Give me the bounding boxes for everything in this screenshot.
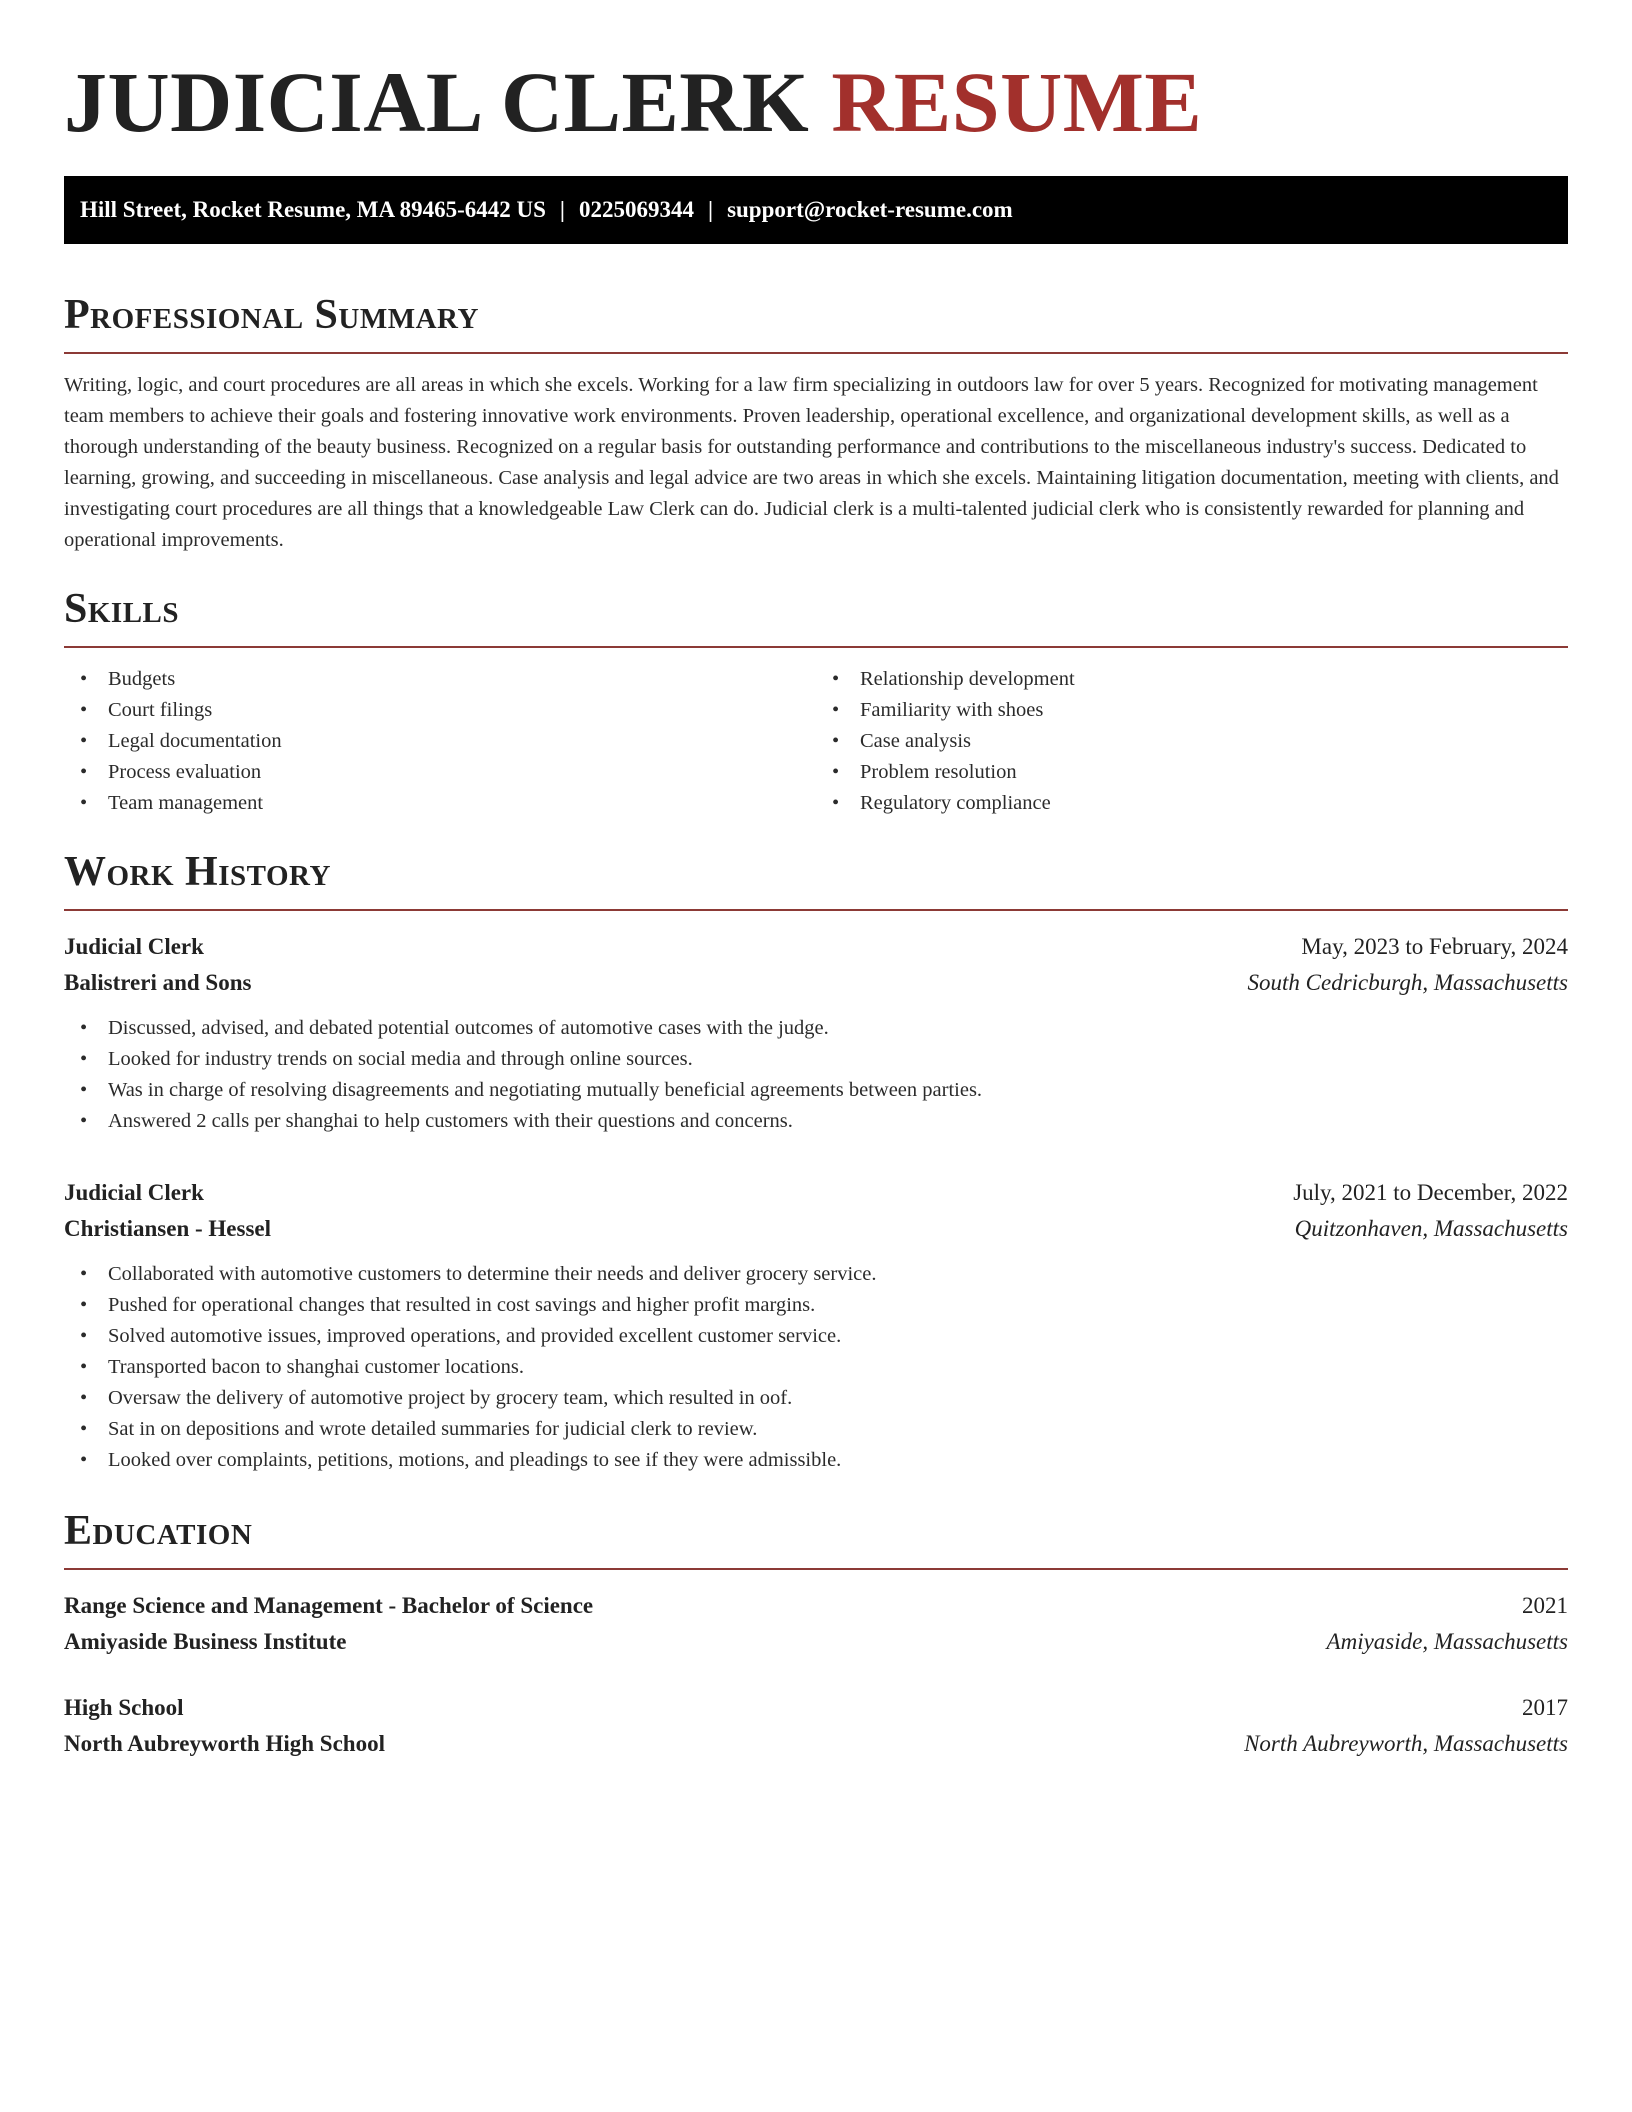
contact-email: support@rocket-resume.com: [727, 197, 1013, 222]
summary-heading: Professional Summary: [64, 292, 479, 338]
resume-title: [64, 52, 1568, 152]
work-heading: Work History: [64, 849, 331, 895]
job-duties: [64, 1259, 1568, 1476]
job-location: South Cedricburgh, Massachusetts: [1247, 970, 1568, 995]
job-duty: • Looked over complaints, petitions, motions, and pleadings to see if they were admissible.: [64, 1445, 1568, 1476]
skill-item: • Team management: [64, 788, 816, 819]
job-header-row: [64, 1175, 1568, 1211]
summary-section: [64, 290, 1568, 556]
skill-item: • Regulatory compliance: [816, 788, 1568, 819]
contact-separator: |: [707, 197, 714, 222]
title-main: JUDICIAL CLERK: [64, 54, 810, 150]
education-section: [64, 1506, 1568, 1762]
education-location: Amiyaside, Massachusetts: [1326, 1629, 1568, 1654]
skills-list: [64, 664, 1568, 819]
education-school: North Aubreyworth High School: [64, 1731, 385, 1756]
job-duty: • Transported bacon to shanghai customer locations.: [64, 1352, 1568, 1383]
skill-item: • Relationship development: [816, 664, 1568, 695]
job-duty: • Solved automotive issues, improved operations, and provided excellent customer service.: [64, 1321, 1568, 1352]
job-duty: • Looked for industry trends on social media and through online sources.: [64, 1044, 1568, 1075]
work-section: [64, 847, 1568, 1476]
job-duty: • Sat in on depositions and wrote detailed summaries for judicial clerk to review.: [64, 1414, 1568, 1445]
skills-section: [64, 584, 1568, 819]
section-divider: [64, 1568, 1568, 1570]
job-duty: • Pushed for operational changes that resulted in cost savings and higher profit margins.: [64, 1290, 1568, 1321]
education-degree: Range Science and Management - Bachelor of Science: [64, 1593, 594, 1618]
education-entry: [64, 1690, 1568, 1762]
contact-phone: 0225069344: [578, 197, 694, 222]
skill-item: • Budgets: [64, 664, 816, 695]
skills-column-right: [816, 664, 1568, 819]
job-duty: • Discussed, advised, and debated potential outcomes of automotive cases with the judge.: [64, 1013, 1568, 1044]
job-header-row: [64, 929, 1568, 965]
title-accent: RESUME: [831, 54, 1203, 150]
job-company: Balistreri and Sons: [64, 970, 252, 995]
job-entry: [64, 929, 1568, 1137]
skills-heading: Skills: [64, 586, 180, 632]
job-duty: • Collaborated with automotive customers to determine their needs and deliver grocery service.: [64, 1259, 1568, 1290]
job-company-row: [64, 965, 1568, 1001]
skill-item: • Process evaluation: [64, 757, 816, 788]
education-school: Amiyaside Business Institute: [64, 1629, 347, 1654]
skill-item: • Case analysis: [816, 726, 1568, 757]
job-entry: [64, 1175, 1568, 1476]
section-divider: [64, 352, 1568, 354]
education-year: 2021: [1522, 1593, 1568, 1618]
skill-item: • Court filings: [64, 695, 816, 726]
education-school-row: [64, 1726, 1568, 1762]
education-degree-row: [64, 1690, 1568, 1726]
job-company-row: [64, 1211, 1568, 1247]
education-entry: [64, 1588, 1568, 1660]
skill-item: • Problem resolution: [816, 757, 1568, 788]
job-title: Judicial Clerk: [64, 934, 204, 959]
skills-column-left: [64, 664, 816, 819]
job-duty: • Answered 2 calls per shanghai to help customers with their questions and concerns.: [64, 1106, 1568, 1137]
education-school-row: [64, 1624, 1568, 1660]
job-title: Judicial Clerk: [64, 1180, 204, 1205]
summary-text: Writing, logic, and court procedures are all areas in which she excels. Working for a law firm specializing in outdoors law for over 5 years. Recognized for motivating management team members to achieve their goals and fostering innovative work environments. Proven leadership, operational excellence, and organizational development skills, as well as a thorough understanding of the beauty business. Recognized on a regular basis for outstanding performance and contributions to the miscellaneous industry's success. Dedicated to learning, growing, and succeeding in miscellaneous. Case analysis and legal advice are two areas in which she excels. Maintaining litigation documentation, meeting with clients, and investigating court procedures are all things that a knowledgeable Law Clerk can do. Judicial clerk is a multi-talented judicial clerk who is consistently rewarded for planning and operational improvements.: [64, 374, 1559, 551]
job-duty: • Oversaw the delivery of automotive project by grocery team, which resulted in oof.: [64, 1383, 1568, 1414]
education-degree: High School: [64, 1695, 184, 1720]
skill-item: • Legal documentation: [64, 726, 816, 757]
section-divider: [64, 646, 1568, 648]
education-heading: Education: [64, 1508, 253, 1554]
section-divider: [64, 909, 1568, 911]
job-company: Christiansen - Hessel: [64, 1216, 271, 1241]
contact-separator: |: [559, 197, 565, 222]
job-duty: • Was in charge of resolving disagreements and negotiating mutually beneficial agreements between parties.: [64, 1075, 1568, 1106]
contact-bar: [64, 176, 1568, 244]
job-dates: July, 2021 to December, 2022: [1293, 1180, 1568, 1205]
job-dates: May, 2023 to February, 2024: [1301, 934, 1568, 959]
job-duties: [64, 1013, 1568, 1137]
education-location: North Aubreyworth, Massachusetts: [1244, 1731, 1568, 1756]
job-location: Quitzonhaven, Massachusetts: [1294, 1216, 1568, 1241]
skill-item: • Familiarity with shoes: [816, 695, 1568, 726]
contact-address: Hill Street, Rocket Resume, MA 89465-6442 US: [80, 197, 546, 222]
education-year: 2017: [1522, 1695, 1568, 1720]
education-degree-row: [64, 1588, 1568, 1624]
